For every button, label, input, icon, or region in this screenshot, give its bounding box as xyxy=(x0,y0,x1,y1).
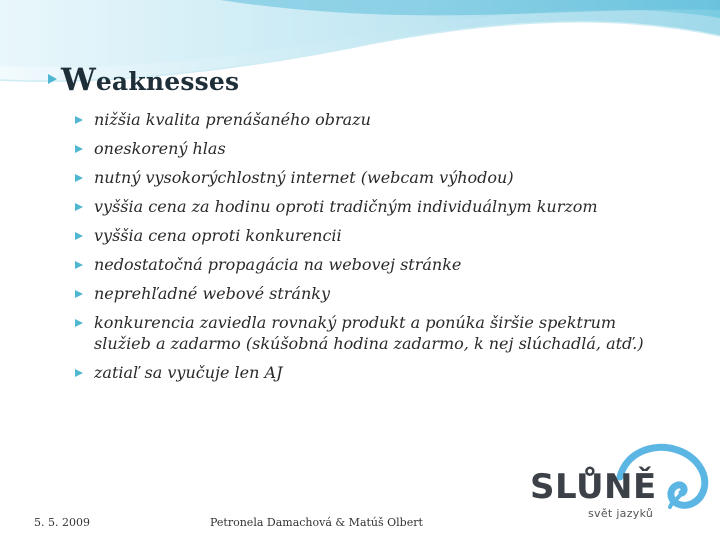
list-item xyxy=(72,226,672,247)
triangle-bullet-icon xyxy=(75,174,83,182)
list-item xyxy=(72,168,672,189)
list-item-text: vyššia cena za hodinu oproti tradičným individuálnym kurzom xyxy=(94,197,598,216)
list-item-text: nutný vysokorýchlostný internet (webcam výhodou) xyxy=(94,168,514,187)
list-item-text: neprehľadné webové stránky xyxy=(94,284,330,303)
list-item-text: nižšia kvalita prenášaného obrazu xyxy=(94,110,371,129)
list-item-text: konkurencia zaviedla rovnaký produkt a ponúka širšie spektrum služieb a zadarmo (skúšobná hodina zadarmo, k nej slúchadlá, atď.) xyxy=(94,313,644,353)
triangle-bullet-icon xyxy=(75,319,83,327)
list-item-text: nedostatočná propagácia na webovej stránke xyxy=(94,255,462,274)
triangle-bullet-icon xyxy=(75,145,83,153)
slide-title xyxy=(48,62,239,98)
triangle-bullet-icon xyxy=(75,116,83,124)
triangle-bullet-icon xyxy=(75,261,83,269)
logo-tagline: svět jazyků xyxy=(588,507,654,520)
title-first-letter: W xyxy=(61,62,96,98)
triangle-bullet-icon xyxy=(75,290,83,298)
list-item-text: zatiaľ sa vyučuje len AJ xyxy=(94,362,283,382)
footer-date: 5. 5. 2009 xyxy=(34,516,90,529)
triangle-bullet-icon xyxy=(75,232,83,240)
list-item xyxy=(72,110,672,131)
company-logo xyxy=(512,415,720,540)
footer-authors: Petronela Damachová & Matúš Olbert xyxy=(210,516,423,529)
list-item xyxy=(72,363,672,384)
list-item xyxy=(72,313,672,354)
title-rest: eaknesses xyxy=(95,67,240,96)
list-item-text: vyššia cena oproti konkurencii xyxy=(94,226,342,245)
triangle-bullet-icon xyxy=(75,203,83,211)
logo-wordmark: SLŮNĚ xyxy=(530,467,657,507)
list-item-text: oneskorený hlas xyxy=(94,139,226,158)
list-item xyxy=(72,197,672,218)
list-item xyxy=(72,255,672,276)
triangle-bullet-icon xyxy=(75,369,83,377)
triangle-bullet-icon xyxy=(48,74,57,84)
list-item xyxy=(72,139,672,160)
list-item xyxy=(72,284,672,305)
weaknesses-list xyxy=(72,110,672,392)
